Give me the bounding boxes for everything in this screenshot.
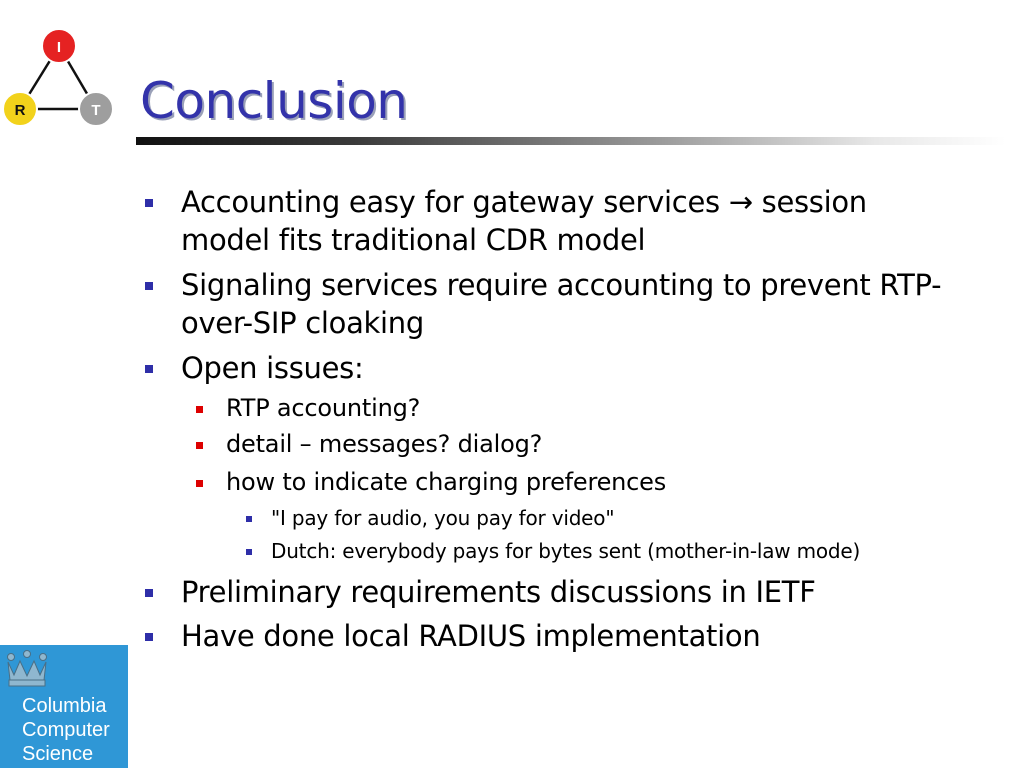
bullet-line: Preliminary requirements discussions in IETF [181,575,816,609]
bullet-item [181,617,760,655]
logo-line: Science [22,743,94,765]
bullet-item [181,266,941,342]
bullet-square-icon [145,365,153,373]
bullet-line: Open issues: [181,351,364,385]
bullet-square-icon [145,199,153,207]
bullet-square-icon [145,633,153,641]
slide-title: Conclusion [140,72,408,130]
sub-sub-bullet-item [271,505,614,531]
sub-sub-bullet-square-icon [246,516,252,522]
sub-sub-bullet-square-icon [246,549,252,555]
svg-text:T: T [91,102,101,119]
sub-bullet-line: detail – messages? dialog? [226,430,543,458]
bullet-line: Accounting easy for gateway services → session [181,185,867,219]
sub-sub-bullet-item [271,538,860,564]
irt-logo [0,25,120,135]
bullet-line: over-SIP cloaking [181,306,425,340]
crown-icon [4,649,50,689]
bullet-line: model fits traditional CDR model [181,223,646,257]
bullet-line: Have done local RADIUS implementation [181,619,761,653]
sub-bullet-square-icon [196,406,203,413]
node-i [42,29,76,63]
svg-text:I: I [56,39,62,56]
sub-bullet-square-icon [196,442,203,449]
sub-bullet-square-icon [196,480,203,487]
sub-bullet-line: how to indicate charging preferences [226,468,667,496]
node-t [79,92,113,126]
sub-bullet-item [226,429,542,459]
sub-sub-bullet-line: "I pay for audio, you pay for video" [271,506,615,530]
sub-sub-bullet-line: Dutch: everybody pays for bytes sent (mother-in-law mode) [271,539,861,563]
title-divider [136,137,1006,145]
columbia-cs-logo [0,645,128,768]
svg-text:R: R [14,102,26,119]
bullet-item [181,349,363,387]
bullet-square-icon [145,589,153,597]
node-r [3,92,37,126]
sub-bullet-item [226,393,420,423]
bullet-item [181,573,816,611]
logo-line: Computer [22,719,110,741]
bullet-line: Signaling services require accounting to prevent RTP- [181,268,942,302]
sub-bullet-line: RTP accounting? [226,394,421,422]
bullet-square-icon [145,282,153,290]
bullet-item [181,183,867,259]
logo-line: Columbia [22,695,107,717]
sub-bullet-item [226,467,666,497]
